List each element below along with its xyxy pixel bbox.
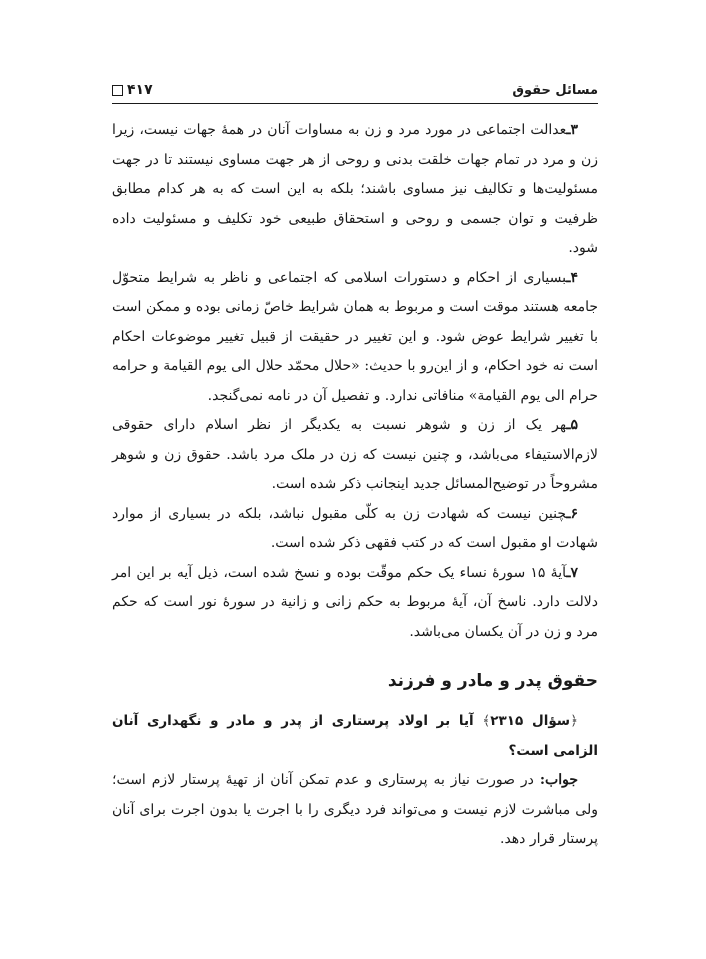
item-text: هر یک از زن و شوهر نسبت به یکدیگر از نظر اسلام دارای حقوقی لازم‌الاستیفاء می‌باشد، و چنین نیست که زن در ملک مرد باشد. حقوق زن و شوهر مشروحاً در توضیح‌المسائل جدید اینجانب ذکر شده است. [112, 417, 598, 492]
item-number: ۴ـ [566, 269, 578, 286]
question-label: سؤال ۲۳۱۵ [490, 713, 571, 729]
page-number: ۴۱۷ [127, 82, 153, 98]
book-title: مسائل حقوق [512, 83, 598, 98]
item-text: بسیاری از احکام و دستورات اسلامی که اجتماعی و ناظر به شرایط متحوّل جامعه هستند موقت است و مربوط به همان شرایط خاصّ زمانی بوده و ممکن است با تغییر شرایط عوض شود. و این تغییر در حقیقت از قبیل تغییر موضوعات احکام است نه خود احکام، و از این‌رو با حدیث: «حلال محمّد حلال الی یوم القیامة و حرامه حرام الی یوم القیامة» منافاتی ندارد. و تفصیل آن در نامه نمی‌گنجد. [112, 269, 598, 404]
item-3 [112, 116, 598, 264]
answer [112, 766, 598, 855]
question-open-bracket: ﴿ [570, 713, 578, 729]
question-text: آیا بر اولاد پرستاری از پدر و مادر و نگهداری آنان الزامی است؟ [112, 713, 598, 759]
item-text: چنین نیست که شهادت زن به کلّی مقبول نباشد، بلکه در بسیاری از موارد شهادت او مقبول است که در کتب فقهی ذکر شده است. [112, 505, 598, 551]
item-text: آیهٔ ۱۵ سورهٔ نساء یک حکم موقّت بوده و نسخ شده است، ذیل آیه بر این امر دلالت دارد. ناسخ آن، آیهٔ مربوط به حکم زانی و زانیة در سورهٔ نور است که حکم مرد و زن در آن یکسان می‌باشد. [112, 564, 598, 640]
item-7 [112, 559, 598, 648]
answer-text: در صورت نیاز به پرستاری و عدم تمکن آنان از تهیهٔ پرستار لازم است؛ ولی مباشرت لازم نیست و می‌تواند فرد دیگری را با اجرت یا بدون اجرت برای آنان پرستار قرار دهد. [112, 772, 598, 847]
page-header [112, 74, 598, 98]
question-close-bracket: ﴾ [482, 713, 491, 729]
section-title: حقوق پدر و مادر و فرزند [387, 671, 598, 691]
item-number: ۳ـ [566, 122, 578, 138]
item-number: ۵ـ [566, 417, 578, 433]
item-4 [112, 264, 598, 412]
page-number-box [112, 82, 153, 98]
square-icon [112, 85, 123, 96]
item-number: ۶ـ [566, 505, 578, 522]
question [112, 707, 598, 766]
item-6 [112, 500, 598, 559]
item-5 [112, 411, 598, 500]
item-number: ۷ـ [566, 564, 578, 581]
page-body [112, 116, 598, 855]
header-rule [112, 103, 598, 104]
answer-label: جواب: [539, 772, 578, 788]
item-text: عدالت اجتماعی در مورد مرد و زن به مساوات آنان در همهٔ جهات نیست، زیرا زن و مرد در تمام جهات خلقت بدنی و روحی از هر جهت مساوی نیستند تا در جهت مسئولیت‌ها و تکالیف نیز مساوی باشند؛ بلکه به این است که به هر کدام مطابق ظرفیت و توان جسمی و روحی و استحقاق طبیعی خود تکلیف و مسئولیت داده شود. [112, 122, 598, 256]
